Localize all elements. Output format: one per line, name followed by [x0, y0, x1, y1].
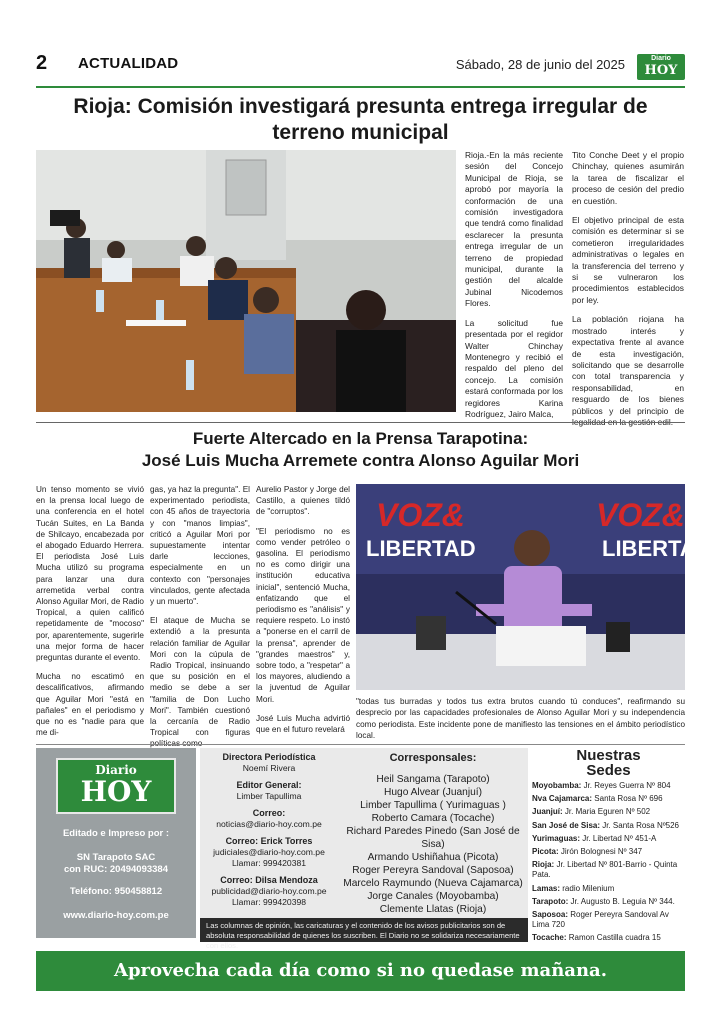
correspondent-item: Armando Ushiñahua (Picota)	[367, 852, 499, 863]
article1-paragraph: Rioja.-En la más reciente sesión del Concejo Municipal de Rioja, se aprobó por mayoría la conformación de una comisión investigadora que tendrá como finalidad esclarecer la presunta entrega irregular de un terreno de propiedad municipal, durante la gestión del alcalde Jubinal Nicodemos Flores.	[465, 150, 563, 309]
studio-sign-voz: VOZ&	[376, 497, 465, 533]
publisher-website[interactable]: www.diario-hoy.com.pe	[63, 910, 169, 921]
office-item	[532, 821, 685, 831]
office-address: Ramon Castilla cuadra 15	[568, 933, 661, 943]
staff-box	[200, 748, 528, 950]
article2-title	[36, 428, 685, 472]
article2-column-3	[256, 484, 350, 743]
contact1-label: Correo: Erick Torres	[225, 836, 313, 846]
office-address: Jr. Reyes Guerra Nº 804	[583, 781, 671, 790]
publisher-ruc: con RUC: 20494093384	[63, 864, 169, 875]
editor-label: Editor General:	[236, 780, 302, 790]
contact2-email[interactable]: publicidad@diario-hoy.com.pe	[211, 886, 327, 896]
office-address: Jr. Libertad Nº 451-A	[582, 833, 657, 843]
correspondent-item: Clemente Llatas (Rioja)	[379, 904, 487, 915]
office-city: Lamas:	[532, 883, 561, 893]
correspondents-title: Corresponsales:	[389, 752, 477, 764]
office-city: Moyobamba:	[532, 781, 582, 790]
correspondent-item: Richard Paredes Pinedo (San José de Sisa)	[346, 826, 520, 850]
footer-logo	[56, 758, 176, 814]
header-logo-big: HOY	[644, 63, 678, 78]
correspondent-item: Limber Tapullima ( Yurimaguas )	[360, 800, 506, 811]
article2-continuation: "todas tus burradas y todos tus extra brutos cuando tú conduces", reafirmando su desprecio por las capacidades profesionales de Alonso Aguilar Mori y su independencia como periodista. Este incidente pone de manifiesto las tensiones en el ámbito periodístico local.	[356, 697, 685, 741]
publisher-phone: Teléfono: 950458812	[69, 886, 163, 897]
editor-name: Limber Tapullima	[236, 791, 302, 801]
article1-paragraph: La solicitud fue presentada por el regidor Walter Chinchay Montenegro y recibió el respaldo del pleno del concejo. La comisión estará conformada por los regidores Karina Rodríguez, Jairo Malca,	[465, 317, 563, 419]
office-item	[532, 834, 685, 844]
footer-logo-big: HOY	[80, 775, 152, 808]
section-title: ACTUALIDAD	[78, 55, 179, 72]
article1-paragraph: La población riojana ha mostrado interés y expectativa frente al avance de esta investigación, solicitando que se desarrolle con total transparencia y responsabilidad, en resguardo de los bienes públicos y del principio de legalidad en la gestión edil.	[572, 314, 684, 427]
offices-title-line1: Nuestras	[576, 747, 641, 764]
header-logo-small: Diario	[651, 55, 671, 62]
article1-title: Rioja: Comisión investigará presunta entrega irregular de terreno municipal	[73, 95, 648, 144]
offices-box	[532, 748, 685, 942]
director-name: Noemí Rivera	[242, 763, 296, 773]
publisher-company: SN Tarapoto SAC	[76, 852, 156, 863]
article1-paragraph: El objetivo principal de esta comisión es determinar si se cometieron irregularidades administrativas o legales en la transferencia del terreno y si se vulneraron los procedimientos establecidos por ley.	[572, 215, 684, 305]
article2-paragraph: Un tenso momento se vivió en la prensa local luego de una conferencia en el hotel Tucán Suites, en La Banda de Shilcayo, encabezada por el abogado Eduardo Herrera. El periodista José Luis Mucha utilizó su programa para lanzar una dura arremetida verbal contra Alonso Aguilar Mori, de Radio Tropical, a quien calificó repetidamente de "mocoso" por, aparentemente, sugerirle una mejor forma de hacer preguntas durante el evento.	[36, 485, 144, 663]
article2-title-line2: José Luis Mucha Arremete contra Alonso Aguilar Mori	[141, 451, 580, 470]
article-separator	[36, 422, 685, 423]
office-item	[532, 897, 685, 907]
article2-paragraph: Aurelio Pastor y Jorge del Castillo, a quienes tildó de "corruptos".	[256, 485, 350, 517]
contact2-label: Correo: Dilsa Mendoza	[220, 875, 318, 885]
email-label: Correo:	[252, 808, 286, 818]
office-address: Jr. Libertad Nº 801-Barrio - Quinta Pata.	[532, 860, 678, 880]
correspondent-item: Marcelo Raymundo (Nueva Cajamarca)	[343, 878, 523, 889]
contact2-phone: Llamar: 999420398	[231, 897, 307, 907]
office-item	[532, 884, 685, 894]
office-address: Roger Pereyra Sandoval Av Lima 720	[532, 910, 669, 930]
office-address: Santa Rosa Nº 696	[594, 794, 663, 804]
article2-photo	[356, 484, 712, 690]
office-item	[532, 847, 685, 857]
studio-sign-libertad-right: LIBERTAD	[602, 536, 712, 561]
office-item	[532, 781, 685, 791]
footer-logo-small: Diario	[95, 763, 137, 777]
office-city: Picota:	[532, 847, 559, 857]
office-item	[532, 910, 685, 930]
correspondent-item: Jorge Canales (Moyobamba)	[367, 891, 499, 902]
page-header	[36, 48, 685, 84]
office-item	[532, 933, 685, 943]
article1-photo	[36, 150, 456, 412]
office-address: Jr. Maria Eguren Nº 502	[564, 807, 651, 817]
office-city: Saposoa:	[532, 910, 569, 920]
correspondent-item: Heil Sangama (Tarapoto)	[376, 774, 490, 785]
article1-column-2	[572, 150, 684, 436]
edited-label: Editado e Impreso por :	[62, 828, 170, 839]
article1-paragraph: Tito Conche Deet y el propio Chinchay, quienes asumirán la tarea de fiscalizar el proceso de cesión del predio en cuestión.	[572, 150, 684, 206]
article1-column-1	[465, 150, 563, 428]
correspondents-list	[340, 752, 526, 916]
correspondent-item: Roberto Camara (Tocache)	[371, 813, 495, 824]
article2-paragraph: gas, ya haz la pregunta". El experimentado periodista, con 45 años de trayectoria y con "manos limpias", criticó a Aguilar Mori por supuestamente intentar darle lecciones, especialmente en un contexto con "personajes vinculados, gente afectada y un muerto".	[150, 485, 250, 607]
slogan-banner: Aprovecha cada día como si no quedase mañana.	[36, 951, 685, 991]
news-email[interactable]: noticias@diario-hoy.com.pe	[216, 819, 322, 829]
disclaimer: Las columnas de opinión, las caricaturas y el contenido de los avisos publicitarios son de absoluta responsabilidad de quienes los suscriben. El Diario no se solidariza necesariamente con ellos.	[200, 918, 528, 942]
office-address: Jr. Augusto B. Leguia Nº 344.	[570, 896, 675, 906]
article2-paragraph: El ataque de Mucha se extendió a la presunta relación familiar de Aguilar Mori con la cúpula de Radio Tropical, insinuando que su posición en el medio se debe a ser "familia de Don Lucho Mori". También cuestionó la cercanía de Radio Tropical con figuras políticas como	[150, 616, 250, 749]
header-rule	[36, 86, 685, 88]
office-city: Nva Cajamarca:	[532, 794, 593, 804]
article2-column-1	[36, 484, 144, 746]
radio-studio-illustration	[356, 484, 712, 690]
office-address: radio Milenium	[562, 883, 615, 893]
footer-rule	[36, 744, 685, 745]
publisher-box	[36, 748, 196, 938]
office-item	[532, 794, 685, 804]
header-logo	[637, 54, 685, 80]
issue-date: Sábado, 28 de junio del 2025	[455, 57, 625, 72]
article2-paragraph: Mucha no escatimó en descalificativos, afirmando que Aguilar Mori "está en pañales" en el periodismo y que no es "nadie para que me di-	[36, 672, 144, 738]
office-item	[532, 807, 685, 817]
director-label: Directora Periodística	[222, 752, 316, 762]
offices-title	[532, 748, 685, 778]
office-address: Jr. Santa Rosa Nº526	[602, 820, 680, 830]
office-item	[532, 860, 685, 880]
staff-list	[204, 752, 334, 914]
offices-title-line2: Sedes	[586, 762, 631, 779]
office-city: Juanjuí:	[532, 807, 563, 817]
article2-title-line1: Fuerte Altercado en la Prensa Tarapotina:	[192, 429, 529, 448]
office-city: Tocache:	[532, 933, 567, 943]
studio-sign-voz-right: VOZ&	[596, 497, 685, 533]
article2-column-2	[150, 484, 250, 758]
office-city: San José de Sisa:	[532, 820, 601, 830]
page-number: 2	[36, 52, 48, 74]
correspondent-item: Roger Pereyra Sandoval (Saposoa)	[352, 865, 514, 876]
office-city: Yurimaguas:	[532, 833, 581, 843]
contact1-email[interactable]: judiciales@diario-hoy.com.pe	[213, 847, 325, 857]
studio-sign-libertad: LIBERTAD	[366, 536, 476, 561]
office-city: Rioja:	[532, 860, 555, 870]
office-address: Jirón Bolognesi Nº 347	[560, 847, 643, 857]
council-meeting-illustration	[36, 150, 456, 412]
article2-paragraph: "El periodismo no es como vender petróleo o gasolina. El periodismo no es como dirigir una institución educativa inicial", sentenció Mucha, enfatizando que el periodismo es "análisis" y requiere respeto. Lo instó a "ponerse en el carril de la prensa", aprender de "grandes maestros" y, sobre todo, a "respetar" a los mayores, aludiendo a la juventud de Aguilar Mori.	[256, 526, 350, 704]
contact1-phone: Llamar: 999420381	[231, 858, 307, 868]
correspondent-item: Hugo Alvear (Juanjuí)	[384, 787, 482, 798]
article2-paragraph: José Luis Mucha advirtió que en el futuro revelará	[256, 713, 350, 735]
office-city: Tarapoto:	[532, 896, 569, 906]
